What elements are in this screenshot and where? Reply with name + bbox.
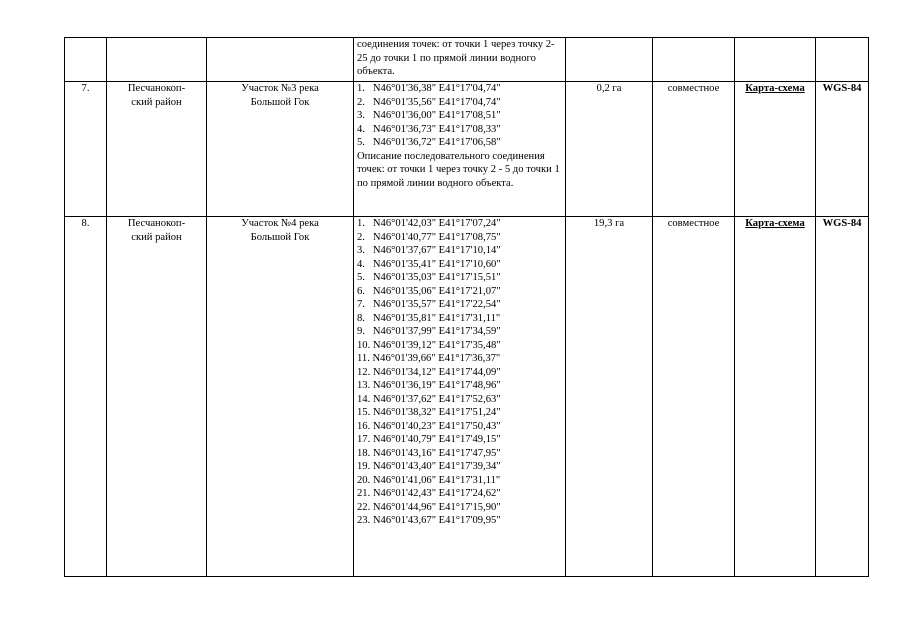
district-cell bbox=[107, 82, 207, 217]
coordinate-point: 20. N46°01'41,06" E41°17'31,11" bbox=[357, 474, 501, 486]
coordinate-system: WGS-84 bbox=[822, 83, 862, 94]
coordinate-point: 17. N46°01'40,79" E41°17'49,15" bbox=[357, 434, 501, 445]
map-cell bbox=[735, 217, 816, 577]
coordinate-point: 7. N46°01'35,57" E41°17'22,54" bbox=[357, 299, 501, 310]
area-cell bbox=[566, 38, 653, 82]
coordinate-point: 14. N46°01'37,62" E41°17'52,63" bbox=[357, 393, 501, 405]
coordinate-point: 8. N46°01'35,81" E41°17'31,11" bbox=[357, 312, 501, 324]
use-type: совместное bbox=[667, 83, 720, 94]
area-cell bbox=[566, 217, 653, 577]
coordinate-point: 6. N46°01'35,06" E41°17'21,07" bbox=[357, 285, 501, 297]
site-name: Участок №4 река Большой Гок bbox=[241, 218, 319, 243]
area-value: 19,3 га bbox=[593, 218, 625, 229]
coord-system-cell bbox=[816, 38, 869, 82]
coordinate-point: 15. N46°01'38,32" E41°17'51,24" bbox=[357, 407, 501, 418]
row-number-cell bbox=[65, 38, 107, 82]
site-cell bbox=[207, 217, 354, 577]
use-type: совместное bbox=[667, 218, 720, 229]
coordinate-point: 18. N46°01'43,16" E41°17'47,95" bbox=[357, 447, 501, 459]
area-cell bbox=[566, 82, 653, 217]
coordinate-point: 23. N46°01'43,67" E41°17'09,95" bbox=[357, 515, 501, 526]
coordinates-cell bbox=[354, 217, 566, 577]
coordinates-cell bbox=[354, 38, 566, 82]
coordinate-point: 21. N46°01'42,43" E41°17'24,62" bbox=[357, 488, 501, 499]
coordinate-point: 5. N46°01'36,72" E41°17'06,58" bbox=[357, 137, 501, 148]
coordinate-point: 9. N46°01'37,99" E41°17'34,59" bbox=[357, 326, 501, 337]
coord-system-cell bbox=[816, 82, 869, 217]
table-row bbox=[65, 217, 869, 577]
coordinate-point: 2. N46°01'40,77" E41°17'08,75" bbox=[357, 231, 501, 243]
coordinate-point: 4. N46°01'35,41" E41°17'10,60" bbox=[357, 258, 501, 270]
coordinate-point: 19. N46°01'43,40" E41°17'39,34" bbox=[357, 461, 501, 472]
use-type-cell bbox=[653, 38, 735, 82]
coord-system-cell bbox=[816, 217, 869, 577]
coordinate-point: 22. N46°01'44,96" E41°17'15,90" bbox=[357, 501, 501, 513]
coordinate-point: 13. N46°01'36,19" E41°17'48,96" bbox=[357, 380, 501, 391]
row-number-cell bbox=[65, 217, 107, 577]
connection-description: соединения точек: от точки 1 через точку 2- 25 до точки 1 по прямой линии водного объекта. bbox=[357, 39, 555, 77]
coordinate-point: 4. N46°01'36,73" E41°17'08,33" bbox=[357, 123, 501, 135]
site-name: Участок №3 река Большой Гок bbox=[241, 83, 319, 108]
site-cell bbox=[207, 38, 354, 82]
map-scheme-link[interactable]: Карта-схема bbox=[745, 83, 805, 94]
coordinate-point: 1. N46°01'36,38" E41°17'04,74" bbox=[357, 83, 501, 94]
coordinate-point: 11. N46°01'39,66" E41°17'36,37" bbox=[357, 353, 501, 364]
coordinate-point: 3. N46°01'37,67" E41°17'10,14" bbox=[357, 245, 501, 256]
site-cell bbox=[207, 82, 354, 217]
coordinate-point: 5. N46°01'35,03" E41°17'15,51" bbox=[357, 272, 501, 283]
coordinate-point: 10. N46°01'39,12" E41°17'35,48" bbox=[357, 339, 501, 351]
coordinates-cell bbox=[354, 82, 566, 217]
row-number-cell bbox=[65, 82, 107, 217]
row-number: 8. bbox=[81, 218, 90, 229]
plots-table-body bbox=[65, 38, 869, 577]
coordinate-point: 12. N46°01'34,12" E41°17'44,09" bbox=[357, 366, 501, 378]
coordinate-point: 1. N46°01'42,03" E41°17'07,24" bbox=[357, 218, 501, 229]
coordinate-point: 3. N46°01'36,00" E41°17'08,51" bbox=[357, 110, 501, 121]
district-cell bbox=[107, 38, 207, 82]
table-row bbox=[65, 38, 869, 82]
map-cell bbox=[735, 82, 816, 217]
plots-table bbox=[64, 37, 869, 577]
connection-description: Описание последовательного соединения точек: от точки 1 через точку 2 - 5 до точки 1 по прямой линии водного объекта. bbox=[357, 150, 560, 189]
area-value: 0,2 га bbox=[596, 83, 622, 94]
district-name: Песчанокоп- ский район bbox=[127, 83, 186, 108]
table-row bbox=[65, 82, 869, 217]
coordinate-point: 2. N46°01'35,56" E41°17'04,74" bbox=[357, 96, 501, 108]
map-scheme-link[interactable]: Карта-схема bbox=[745, 218, 805, 229]
use-type-cell bbox=[653, 217, 735, 577]
coordinate-point: 16. N46°01'40,23" E41°17'50,43" bbox=[357, 420, 501, 432]
district-cell bbox=[107, 217, 207, 577]
use-type-cell bbox=[653, 82, 735, 217]
coordinate-system: WGS-84 bbox=[822, 218, 862, 229]
district-name: Песчанокоп- ский район bbox=[127, 218, 186, 243]
map-cell bbox=[735, 38, 816, 82]
row-number: 7. bbox=[81, 83, 90, 94]
